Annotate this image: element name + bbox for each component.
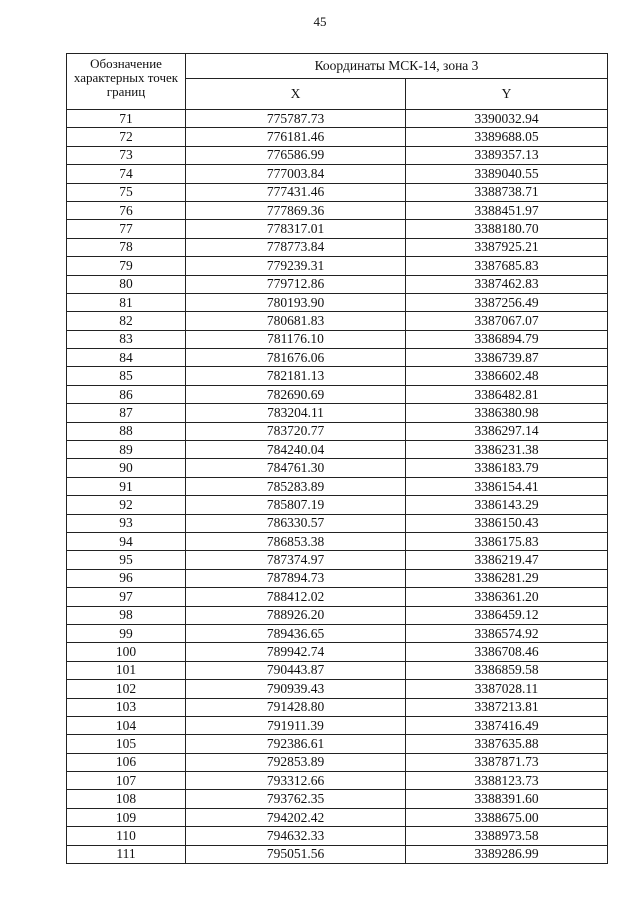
- table-row: [67, 624, 608, 642]
- x-coordinate-cell: 790443.87: [186, 661, 406, 679]
- point-number-cell: 93: [67, 514, 186, 532]
- point-number-cell: 107: [67, 772, 186, 790]
- table-row: [67, 385, 608, 403]
- x-coordinate-cell: 775787.73: [186, 110, 406, 128]
- table-row: [67, 588, 608, 606]
- x-coordinate-cell: 787374.97: [186, 551, 406, 569]
- table-row: [67, 606, 608, 624]
- x-coordinate-cell: 787894.73: [186, 569, 406, 587]
- x-coordinate-cell: 783720.77: [186, 422, 406, 440]
- table-header: [67, 54, 608, 110]
- point-number-cell: 79: [67, 257, 186, 275]
- y-coordinate-cell: 3386361.20: [406, 588, 608, 606]
- point-number-cell: 74: [67, 165, 186, 183]
- point-number-cell: 109: [67, 808, 186, 826]
- x-coordinate-cell: 783204.11: [186, 404, 406, 422]
- x-coordinate-cell: 784761.30: [186, 459, 406, 477]
- table-row: [67, 514, 608, 532]
- x-coordinate-cell: 782690.69: [186, 385, 406, 403]
- table-row: [67, 220, 608, 238]
- x-coordinate-cell: 786853.38: [186, 532, 406, 550]
- point-number-cell: 80: [67, 275, 186, 293]
- table-row: [67, 827, 608, 845]
- table-row: [67, 238, 608, 256]
- table-row: [67, 551, 608, 569]
- y-coordinate-cell: 3389286.99: [406, 845, 608, 863]
- y-coordinate-cell: 3388738.71: [406, 183, 608, 201]
- table-row: [67, 459, 608, 477]
- point-number-cell: 73: [67, 146, 186, 164]
- table-row: [67, 330, 608, 348]
- table-row: [67, 441, 608, 459]
- y-coordinate-cell: 3388391.60: [406, 790, 608, 808]
- x-coordinate-cell: 788412.02: [186, 588, 406, 606]
- y-coordinate-cell: 3386150.43: [406, 514, 608, 532]
- x-coordinate-cell: 789436.65: [186, 624, 406, 642]
- x-coordinate-cell: 793312.66: [186, 772, 406, 790]
- y-coordinate-cell: 3386143.29: [406, 496, 608, 514]
- x-column-header: X: [186, 79, 406, 110]
- y-coordinate-cell: 3387635.88: [406, 735, 608, 753]
- table-row: [67, 183, 608, 201]
- y-coordinate-cell: 3390032.94: [406, 110, 608, 128]
- y-coordinate-cell: 3388675.00: [406, 808, 608, 826]
- x-coordinate-cell: 792853.89: [186, 753, 406, 771]
- table-row: [67, 165, 608, 183]
- y-coordinate-cell: 3388451.97: [406, 201, 608, 219]
- point-number-cell: 106: [67, 753, 186, 771]
- table-row: [67, 128, 608, 146]
- table-row: [67, 201, 608, 219]
- table-row: [67, 367, 608, 385]
- table-row: [67, 404, 608, 422]
- table-row: [67, 293, 608, 311]
- point-number-cell: 110: [67, 827, 186, 845]
- point-number-cell: 85: [67, 367, 186, 385]
- point-number-cell: 97: [67, 588, 186, 606]
- y-coordinate-cell: 3386281.29: [406, 569, 608, 587]
- y-coordinate-cell: 3387871.73: [406, 753, 608, 771]
- table-row: [67, 110, 608, 128]
- table-row: [67, 422, 608, 440]
- y-coordinate-cell: 3386154.41: [406, 477, 608, 495]
- table-row: [67, 146, 608, 164]
- table-row: [67, 698, 608, 716]
- point-number-cell: 75: [67, 183, 186, 201]
- point-number-cell: 101: [67, 661, 186, 679]
- point-number-cell: 100: [67, 643, 186, 661]
- x-coordinate-cell: 795051.56: [186, 845, 406, 863]
- x-coordinate-cell: 776586.99: [186, 146, 406, 164]
- x-coordinate-cell: 786330.57: [186, 514, 406, 532]
- x-coordinate-cell: 791428.80: [186, 698, 406, 716]
- x-coordinate-cell: 777431.46: [186, 183, 406, 201]
- x-coordinate-cell: 784240.04: [186, 441, 406, 459]
- y-coordinate-cell: 3388973.58: [406, 827, 608, 845]
- table-row: [67, 312, 608, 330]
- y-coordinate-cell: 3386859.58: [406, 661, 608, 679]
- point-number-cell: 81: [67, 293, 186, 311]
- x-coordinate-cell: 776181.46: [186, 128, 406, 146]
- table-row: [67, 349, 608, 367]
- point-number-cell: 94: [67, 532, 186, 550]
- table-row: [67, 790, 608, 808]
- x-coordinate-cell: 792386.61: [186, 735, 406, 753]
- y-coordinate-cell: 3386297.14: [406, 422, 608, 440]
- x-coordinate-cell: 781676.06: [186, 349, 406, 367]
- x-coordinate-cell: 789942.74: [186, 643, 406, 661]
- table-row: [67, 569, 608, 587]
- x-coordinate-cell: 782181.13: [186, 367, 406, 385]
- coordinates-table: [66, 53, 608, 864]
- point-number-cell: 103: [67, 698, 186, 716]
- point-number-cell: 92: [67, 496, 186, 514]
- point-number-cell: 104: [67, 716, 186, 734]
- table-row: [67, 845, 608, 863]
- y-coordinate-cell: 3386459.12: [406, 606, 608, 624]
- table-row: [67, 808, 608, 826]
- point-number-cell: 76: [67, 201, 186, 219]
- table-row: [67, 735, 608, 753]
- y-coordinate-cell: 3389040.55: [406, 165, 608, 183]
- x-coordinate-cell: 790939.43: [186, 680, 406, 698]
- y-coordinate-cell: 3387067.07: [406, 312, 608, 330]
- table-row: [67, 257, 608, 275]
- y-coordinate-cell: 3387925.21: [406, 238, 608, 256]
- x-coordinate-cell: 780193.90: [186, 293, 406, 311]
- y-coordinate-cell: 3386894.79: [406, 330, 608, 348]
- table-row: [67, 661, 608, 679]
- y-coordinate-cell: 3386482.81: [406, 385, 608, 403]
- table-row: [67, 753, 608, 771]
- point-number-cell: 111: [67, 845, 186, 863]
- table-row: [67, 772, 608, 790]
- point-number-cell: 83: [67, 330, 186, 348]
- point-number-cell: 98: [67, 606, 186, 624]
- point-number-cell: 89: [67, 441, 186, 459]
- x-coordinate-cell: 780681.83: [186, 312, 406, 330]
- table-body: [67, 110, 608, 864]
- point-number-cell: 102: [67, 680, 186, 698]
- x-coordinate-cell: 779712.86: [186, 275, 406, 293]
- y-coordinate-cell: 3386219.47: [406, 551, 608, 569]
- y-coordinate-cell: 3386602.48: [406, 367, 608, 385]
- y-coordinate-cell: 3387416.49: [406, 716, 608, 734]
- point-number-cell: 95: [67, 551, 186, 569]
- point-number-cell: 86: [67, 385, 186, 403]
- table-row: [67, 716, 608, 734]
- x-coordinate-cell: 793762.35: [186, 790, 406, 808]
- x-coordinate-cell: 777869.36: [186, 201, 406, 219]
- y-coordinate-cell: 3387685.83: [406, 257, 608, 275]
- y-column-header: Y: [406, 79, 608, 110]
- y-coordinate-cell: 3386183.79: [406, 459, 608, 477]
- point-number-cell: 96: [67, 569, 186, 587]
- x-coordinate-cell: 785283.89: [186, 477, 406, 495]
- y-coordinate-cell: 3386231.38: [406, 441, 608, 459]
- point-number-cell: 87: [67, 404, 186, 422]
- y-coordinate-cell: 3386380.98: [406, 404, 608, 422]
- point-number-cell: 108: [67, 790, 186, 808]
- y-coordinate-cell: 3387256.49: [406, 293, 608, 311]
- x-coordinate-cell: 778317.01: [186, 220, 406, 238]
- point-number-cell: 91: [67, 477, 186, 495]
- point-number-cell: 99: [67, 624, 186, 642]
- y-coordinate-cell: 3387213.81: [406, 698, 608, 716]
- y-coordinate-cell: 3388180.70: [406, 220, 608, 238]
- y-coordinate-cell: 3386175.83: [406, 532, 608, 550]
- table-row: [67, 680, 608, 698]
- point-number-cell: 71: [67, 110, 186, 128]
- point-number-cell: 72: [67, 128, 186, 146]
- y-coordinate-cell: 3389357.13: [406, 146, 608, 164]
- y-coordinate-cell: 3387028.11: [406, 680, 608, 698]
- y-coordinate-cell: 3388123.73: [406, 772, 608, 790]
- y-coordinate-cell: 3389688.05: [406, 128, 608, 146]
- x-coordinate-cell: 779239.31: [186, 257, 406, 275]
- y-coordinate-cell: 3386739.87: [406, 349, 608, 367]
- x-coordinate-cell: 794632.33: [186, 827, 406, 845]
- point-number-cell: 77: [67, 220, 186, 238]
- point-number-cell: 84: [67, 349, 186, 367]
- point-number-cell: 78: [67, 238, 186, 256]
- x-coordinate-cell: 785807.19: [186, 496, 406, 514]
- x-coordinate-cell: 781176.10: [186, 330, 406, 348]
- x-coordinate-cell: 791911.39: [186, 716, 406, 734]
- table-row: [67, 496, 608, 514]
- table-row: [67, 275, 608, 293]
- x-coordinate-cell: 778773.84: [186, 238, 406, 256]
- table-row: [67, 532, 608, 550]
- point-number-cell: 105: [67, 735, 186, 753]
- point-number-cell: 82: [67, 312, 186, 330]
- coordinates-group-header: Координаты МСК-14, зона 3: [186, 54, 608, 79]
- x-coordinate-cell: 788926.20: [186, 606, 406, 624]
- x-coordinate-cell: 794202.42: [186, 808, 406, 826]
- point-number-cell: 88: [67, 422, 186, 440]
- y-coordinate-cell: 3387462.83: [406, 275, 608, 293]
- table-row: [67, 643, 608, 661]
- designation-header: Обозначение характерных точек границ: [67, 54, 186, 110]
- point-number-cell: 90: [67, 459, 186, 477]
- page-number: 45: [313, 14, 327, 29]
- table-row: [67, 477, 608, 495]
- x-coordinate-cell: 777003.84: [186, 165, 406, 183]
- y-coordinate-cell: 3386708.46: [406, 643, 608, 661]
- y-coordinate-cell: 3386574.92: [406, 624, 608, 642]
